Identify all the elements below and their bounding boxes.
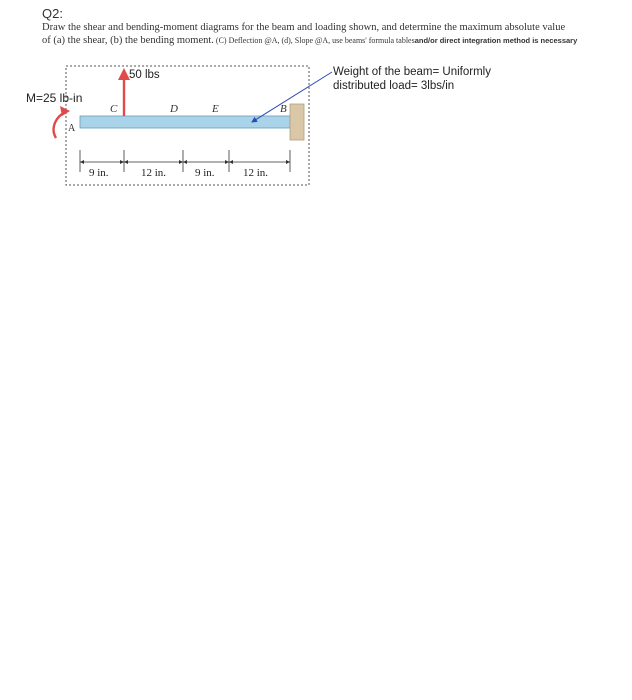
fixed-support — [290, 104, 304, 140]
moment-label: M=25 lb-in — [26, 91, 83, 105]
point-e-label: E — [212, 103, 219, 115]
point-c-label: C — [110, 103, 118, 115]
point-b-label: B — [280, 103, 287, 115]
question-text-2b: (C) Deflection @A, (d), Slope @A, use beams' formula tables — [213, 36, 415, 45]
question-number: Q2: — [42, 6, 63, 21]
dimension-label: 9 in. — [89, 167, 109, 179]
moment-arrow-arc — [54, 112, 66, 138]
dim-arrow-icon — [120, 160, 124, 164]
dim-arrow-icon — [179, 160, 183, 164]
dimension-label: 12 in. — [243, 167, 269, 179]
force-label: 50 lbs — [129, 69, 160, 81]
beam-weight-note-line-2: distributed load= 3lbs/in — [333, 80, 455, 92]
beam-weight-note-line-1: Weight of the beam= Uniformly — [333, 66, 491, 78]
question-text-1: Draw the shear and bending-moment diagrams for the beam and loading shown, and determine the maximum absolute value — [42, 22, 566, 33]
point-a-label: A — [68, 123, 76, 134]
dim-arrow-icon — [225, 160, 229, 164]
dim-arrow-icon — [229, 160, 233, 164]
dim-arrow-icon — [80, 160, 84, 164]
question-text-2a: of (a) the shear, (b) the bending moment. — [42, 35, 214, 46]
dim-arrow-icon — [124, 160, 128, 164]
point-d-label: D — [170, 103, 178, 115]
dimension-label: 9 in. — [195, 167, 215, 179]
question-text-2c: and/or direct integration method is necessary — [414, 36, 578, 45]
dim-arrow-icon — [183, 160, 187, 164]
dim-arrow-icon — [286, 160, 290, 164]
dimension-label: 12 in. — [141, 167, 167, 179]
